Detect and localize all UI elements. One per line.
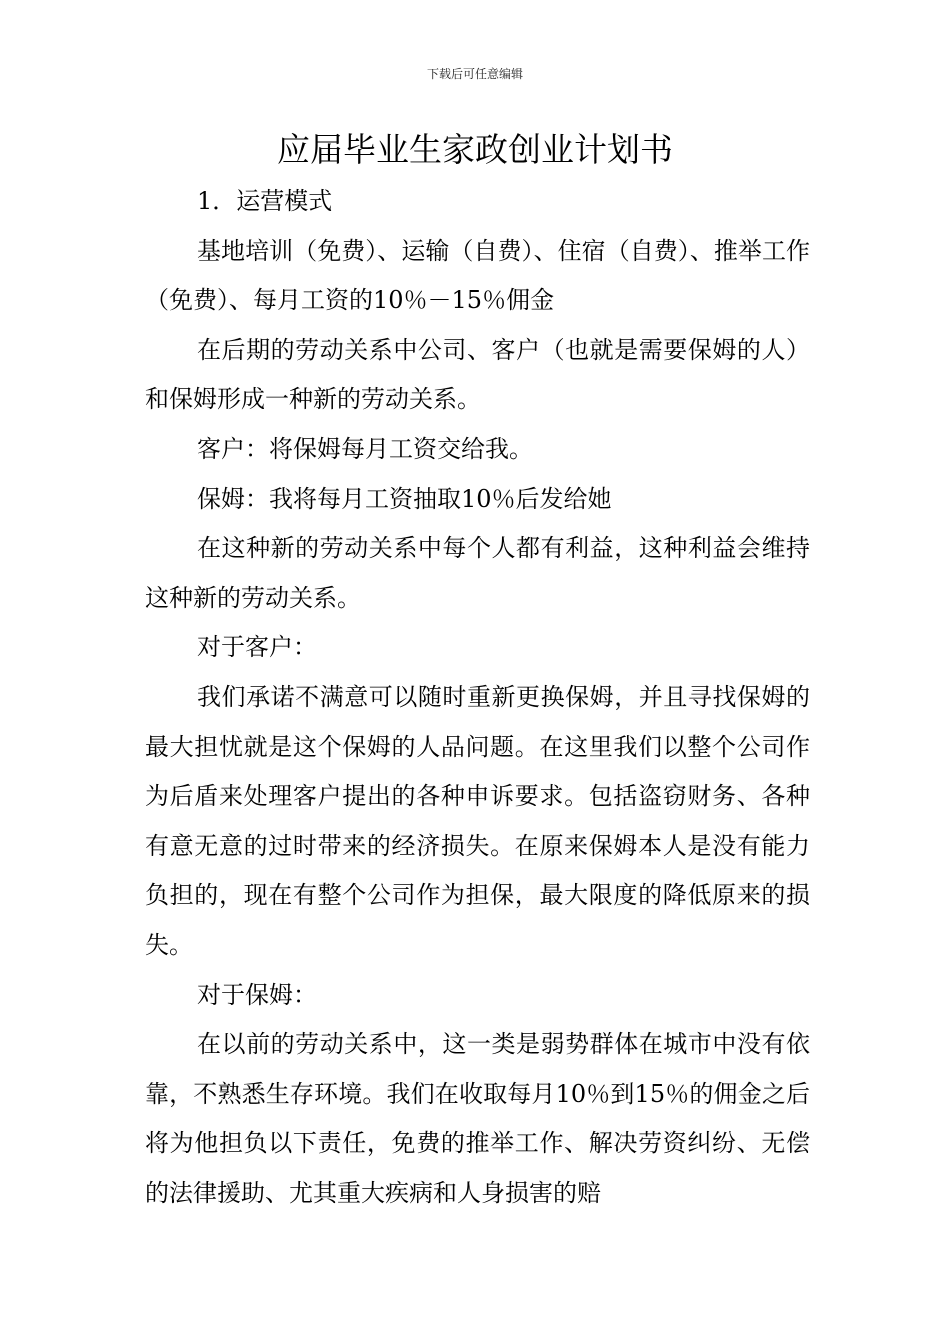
header-note: 下载后可任意编辑 <box>426 67 523 81</box>
paragraph: 在后期的劳动关系中公司、客户（也就是需要保姆的人）和保姆形成一种新的劳动关系。 <box>145 335 810 414</box>
document-body <box>145 177 810 1218</box>
paragraph: 客户：将保姆每月工资交给我。 <box>197 434 533 463</box>
paragraph: 在这种新的劳动关系中每个人都有利益，这种利益会维持这种新的劳动关系。 <box>145 534 810 612</box>
paragraph: 基地培训（免费）、运输（自费）、住宿（自费）、推举工作（免费）、每月工资的10％－15％佣金 <box>145 236 810 315</box>
subheading: 对于保姆： <box>197 980 317 1009</box>
section-heading: 1．运营模式 <box>197 187 333 215</box>
subheading: 对于客户： <box>197 633 317 662</box>
document-title: 应届毕业生家政创业计划书 <box>277 130 673 169</box>
paragraph: 在以前的劳动关系中，这一类是弱势群体在城市中没有依靠，不熟悉生存环境。我们在收取每月10％到15％的佣金之后将为他担负以下责任，免费的推举工作、解决劳资纠纷、无偿的法律援助、尤其重大疾病和人身损害的赔 <box>145 1030 810 1207</box>
paragraph: 我们承诺不满意可以随时重新更换保姆，并且寻找保姆的最大担忧就是这个保姆的人品问题。在这里我们以整个公司作为后盾来处理客户提出的各种申诉要求。包括盗窃财务、各种有意无意的过时带来的经济损失。在原来保姆本人是没有能力负担的，现在有整个公司作为担保，最大限度的降低原来的损失。 <box>145 682 810 959</box>
paragraph: 保姆：我将每月工资抽取10％后发给她 <box>197 484 612 513</box>
